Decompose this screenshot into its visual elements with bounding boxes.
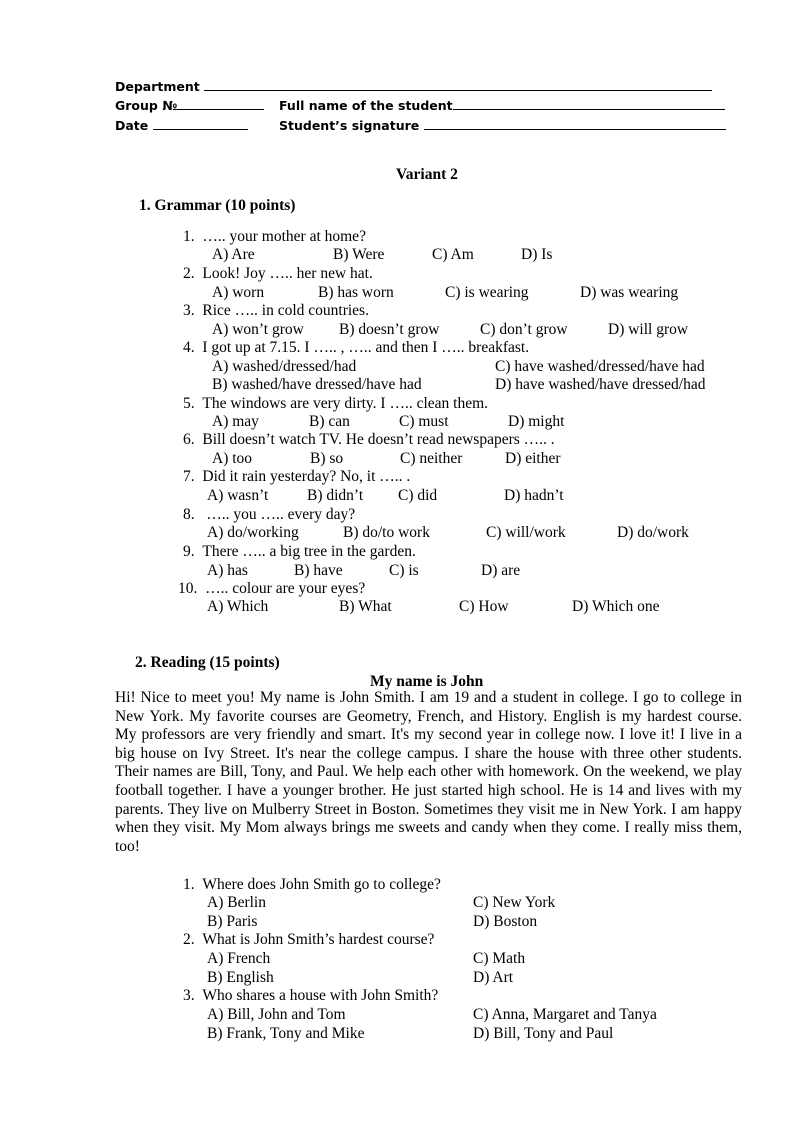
grammar-question-9: 9. There ….. a big tree in the garden. — [183, 543, 416, 560]
option[interactable]: B) didn’t — [307, 487, 364, 504]
option[interactable]: B) washed/have dressed/have had — [212, 376, 422, 393]
option[interactable]: D) do/work — [617, 524, 689, 541]
option[interactable]: D) Which one — [572, 598, 660, 615]
date-label: Date — [115, 118, 149, 133]
option[interactable]: C) is wearing — [445, 284, 529, 301]
option[interactable]: D) are — [481, 562, 521, 579]
option[interactable]: C) have washed/dressed/have had — [495, 358, 705, 375]
reading-passage: Hi! Nice to meet you! My name is John Smith. I am 19 and a student in college. I go to college in New York. My favorite courses are Geometry, French, and History. English is my hardest course. My professors are very friendly and smart. It's my second year in college now. I love it! I live in a big house on Ivy Street. It's near the college campus. I share the house with three other students. Their names are Bill, Tony, and Paul. We help each other with homework. On the weekend, we play football together. I have a younger brother. He just started high school. He is 14 and lives with my parents. They live on Mulberry Street in Boston. Sometimes they visit me in New York. I am happy when they visit. My Mom always brings me sweets and candy when they come. I really miss them, too! — [115, 689, 742, 855]
option[interactable]: D) Art — [473, 969, 514, 986]
option[interactable]: A) has — [207, 562, 248, 579]
option[interactable]: C) must — [399, 413, 449, 430]
full-name-row — [279, 97, 725, 113]
option[interactable]: A) Bill, John and Tom — [207, 1006, 346, 1023]
grammar-question-10: 10. ….. colour are your eyes? — [178, 580, 366, 597]
grammar-question-4: 4. I got up at 7.15. I ….. , ….. and then I ….. breakfast. — [183, 339, 530, 356]
option[interactable]: C) neither — [400, 450, 463, 467]
option[interactable]: C) will/work — [486, 524, 566, 541]
grammar-question-5: 5. The windows are very dirty. I ….. clean them. — [183, 395, 489, 412]
option[interactable]: C) Math — [473, 950, 526, 967]
option[interactable]: A) too — [212, 450, 253, 467]
reading-question-3: 3. Who shares a house with John Smith? — [183, 987, 439, 1004]
option[interactable]: B) do/to work — [343, 524, 430, 541]
option[interactable]: B) have — [294, 562, 343, 579]
option[interactable]: D) Bill, Tony and Paul — [473, 1025, 614, 1042]
group-row — [115, 97, 264, 113]
reading-heading: 2. Reading (15 points) — [135, 654, 280, 671]
option[interactable]: C) is — [389, 562, 419, 579]
option[interactable]: C) New York — [473, 894, 556, 911]
grammar-heading: 1. Grammar (10 points) — [139, 197, 296, 214]
reading-question-1: 1. Where does John Smith go to college? — [183, 876, 441, 893]
reading-title: My name is John — [370, 673, 484, 690]
option[interactable]: C) Anna, Margaret and Tanya — [473, 1006, 657, 1023]
option[interactable]: A) wasn’t — [207, 487, 269, 504]
option[interactable]: A) Are — [212, 246, 255, 263]
option[interactable]: B) English — [207, 969, 274, 986]
full-name-label: Full name of the student — [279, 98, 453, 113]
option[interactable]: A) may — [212, 413, 259, 430]
option[interactable]: B) Were — [333, 246, 385, 263]
option[interactable]: D) Boston — [473, 913, 538, 930]
option[interactable]: B) doesn’t grow — [339, 321, 440, 338]
option[interactable]: B) Frank, Tony and Mike — [207, 1025, 365, 1042]
option[interactable]: A) do/working — [207, 524, 299, 541]
option[interactable]: A) Berlin — [207, 894, 266, 911]
option[interactable]: B) so — [310, 450, 344, 467]
full-name-field[interactable] — [453, 97, 725, 110]
option[interactable]: A) French — [207, 950, 271, 967]
option[interactable]: C) Am — [432, 246, 474, 263]
option[interactable]: A) won’t grow — [212, 321, 304, 338]
option[interactable]: B) has worn — [318, 284, 394, 301]
variant-title: Variant 2 — [396, 166, 458, 183]
department-field[interactable] — [204, 78, 712, 91]
option[interactable]: D) will grow — [608, 321, 689, 338]
option[interactable]: A) worn — [212, 284, 265, 301]
signature-field[interactable] — [424, 117, 726, 130]
signature-row — [279, 117, 726, 133]
option[interactable]: D) was wearing — [580, 284, 679, 301]
department-row — [115, 78, 712, 94]
option[interactable]: C) How — [459, 598, 509, 615]
option[interactable]: B) Paris — [207, 913, 258, 930]
option[interactable]: D) either — [505, 450, 561, 467]
option[interactable]: A) washed/dressed/had — [212, 358, 357, 375]
option[interactable]: A) Which — [207, 598, 269, 615]
option[interactable]: D) have washed/have dressed/had — [495, 376, 706, 393]
option[interactable]: C) did — [398, 487, 438, 504]
department-label: Department — [115, 79, 200, 94]
grammar-question-6: 6. Bill doesn’t watch TV. He doesn’t read newspapers ….. . — [183, 431, 555, 448]
group-label: Group № — [115, 98, 178, 113]
grammar-question-1: 1. ….. your mother at home? — [183, 228, 366, 245]
grammar-question-8: 8. ….. you ….. every day? — [183, 506, 356, 523]
option[interactable]: B) can — [309, 413, 350, 430]
date-row — [115, 117, 248, 133]
option[interactable]: D) might — [508, 413, 565, 430]
signature-label: Student’s signature — [279, 118, 420, 133]
option[interactable]: B) What — [339, 598, 392, 615]
group-field[interactable] — [177, 97, 264, 110]
option[interactable]: D) Is — [521, 246, 553, 263]
date-field[interactable] — [153, 117, 248, 130]
option[interactable]: D) hadn’t — [504, 487, 564, 504]
option[interactable]: C) don’t grow — [480, 321, 568, 338]
grammar-question-7: 7. Did it rain yesterday? No, it ….. . — [183, 468, 411, 485]
grammar-question-3: 3. Rice ….. in cold countries. — [183, 302, 369, 319]
grammar-question-2: 2. Look! Joy ….. her new hat. — [183, 265, 373, 282]
reading-question-2: 2. What is John Smith’s hardest course? — [183, 931, 435, 948]
